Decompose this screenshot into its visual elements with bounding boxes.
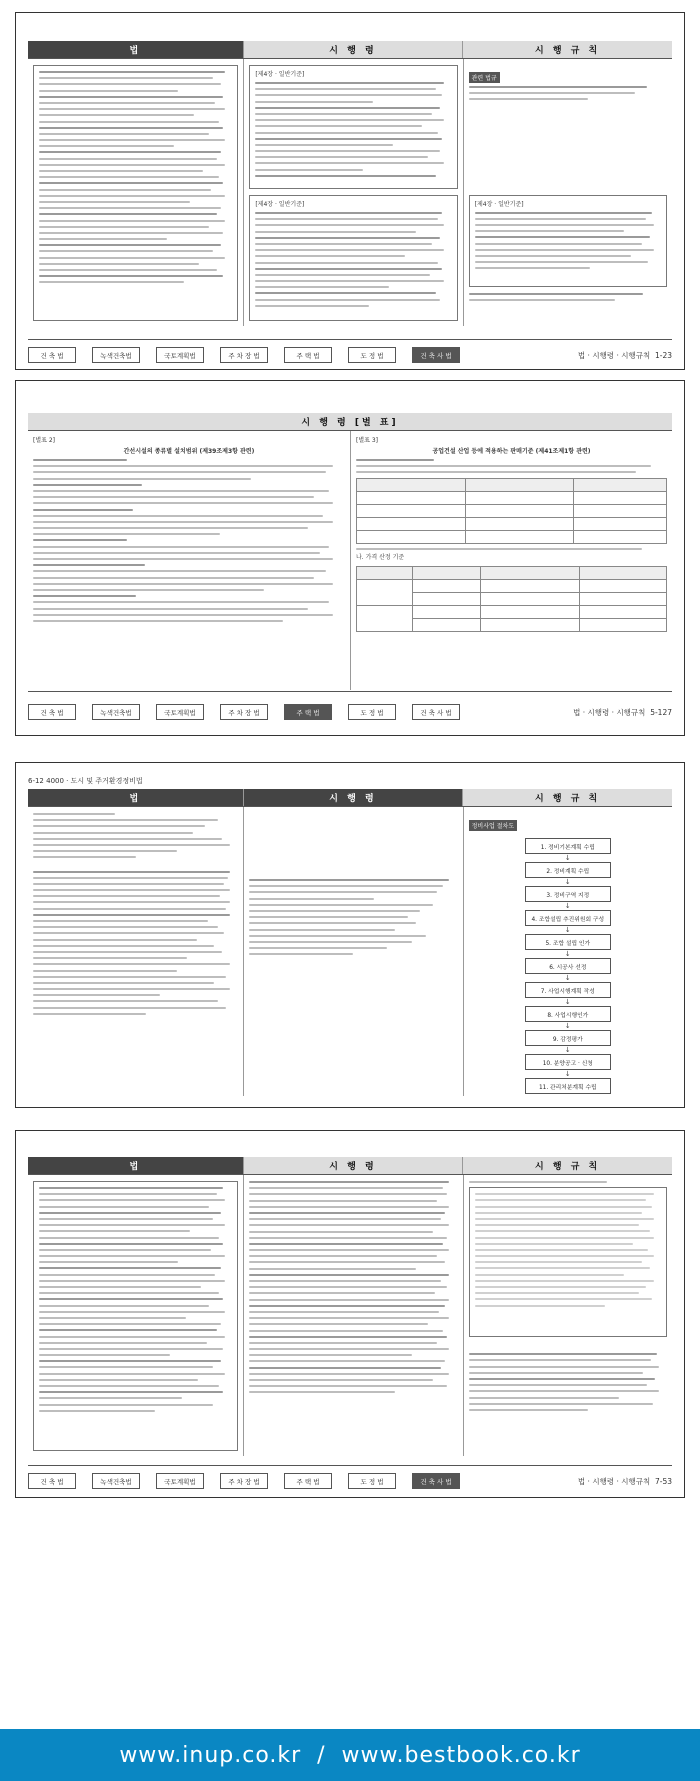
tab-urban-renewal[interactable]: 도 정 법	[348, 347, 396, 363]
rule-column-header: 시 행 규 칙	[462, 1157, 672, 1174]
decree-column-header: 시 행 령	[243, 1157, 463, 1174]
tab-building-act[interactable]: 건 축 법	[28, 347, 76, 363]
law-text-box	[33, 65, 238, 321]
flowchart-step: 5. 조합 설립 인가	[525, 934, 611, 950]
tab-land-planning[interactable]: 국토계획법	[156, 1473, 204, 1489]
document-page-3	[15, 762, 685, 1108]
annex-3-heading: 공업건설 산업 등에 적용하는 판매기준 (제41조제1항 관련)	[432, 448, 591, 455]
flowchart-step: 3. 정비구역 지정	[525, 886, 611, 902]
law-column-header: 법	[28, 789, 243, 806]
tab-architect[interactable]: 건 축 사 법	[412, 347, 460, 363]
flowchart-step: 1. 정비기본계획 수립	[525, 838, 611, 854]
price-table-2	[356, 566, 667, 632]
rule-tag: 관련 법규	[469, 72, 500, 83]
flowchart-step: 11. 관리처분계획 수립	[525, 1078, 611, 1094]
flowchart-step: 2. 정비계획 수립	[525, 862, 611, 878]
section-tabs	[28, 1473, 460, 1489]
flowchart-arrow-icon: ↓	[564, 926, 571, 934]
law-column-header: 법	[28, 1157, 243, 1174]
column-header	[28, 41, 672, 58]
tab-housing[interactable]: 주 택 법	[284, 347, 332, 363]
website-banner[interactable]	[0, 1729, 700, 1781]
flowchart-arrow-icon: ↓	[564, 950, 571, 958]
law-text-box	[33, 1181, 238, 1451]
tab-parking[interactable]: 주 차 장 법	[220, 1473, 268, 1489]
section-tabs	[28, 704, 460, 720]
flowchart-step: 7. 사업시행계획 작성	[525, 982, 611, 998]
flowchart-title: 정비사업 절차도	[469, 820, 517, 831]
decree-subheading-1: [제4장 · 일반기준]	[255, 71, 305, 78]
annex-2-heading: 간선시설의 종류별 설치범위 (제39조제3항 관련)	[123, 448, 255, 455]
website-url-text[interactable]: www.inup.co.kr / www.bestbook.co.kr	[119, 1742, 581, 1768]
rule-subheading: [제4장 · 일반기준]	[474, 200, 524, 208]
flowchart-step: 9. 감정평가	[525, 1030, 611, 1046]
decree-text-column	[243, 807, 462, 1096]
decree-column-header: 시 행 령	[243, 41, 463, 58]
rule-column-header: 시 행 규 칙	[462, 41, 672, 58]
flowchart-arrow-icon: ↓	[564, 1070, 571, 1078]
column-header	[28, 1157, 672, 1174]
page-number: 법 · 시행령 · 시행규칙 7-53	[577, 1476, 672, 1486]
tab-green-building[interactable]: 녹색건축법	[92, 347, 140, 363]
decree-text-column	[243, 59, 462, 326]
tab-land-planning[interactable]: 국토계획법	[156, 704, 204, 720]
flowchart-step: 10. 분양공고 · 신청	[525, 1054, 611, 1070]
process-flowchart	[469, 834, 667, 1094]
decree-box-1	[249, 65, 457, 189]
decree-subheading-2: [제4장 · 일반기준]	[255, 201, 305, 208]
tab-housing[interactable]: 주 택 법	[284, 1473, 332, 1489]
document-page-4	[15, 1130, 685, 1498]
tab-building-act[interactable]: 건 축 법	[28, 704, 76, 720]
page-number: 법 · 시행령 · 시행규칙 1-23	[577, 350, 672, 360]
tab-urban-renewal[interactable]: 도 정 법	[348, 1473, 396, 1489]
flowchart-step: 6. 시공사 선정	[525, 958, 611, 974]
annex-2-column	[28, 431, 350, 690]
rule-text-column	[463, 1175, 672, 1456]
tab-architect[interactable]: 건 축 사 법	[412, 704, 460, 720]
running-head: 6-12 4000 · 도시 및 주거환경정비법	[28, 777, 143, 785]
rule-flowchart-column	[463, 807, 672, 1096]
tab-urban-renewal[interactable]: 도 정 법	[348, 704, 396, 720]
price-table-1	[356, 478, 667, 544]
page-footer	[28, 699, 672, 725]
decree-text-column	[243, 1175, 462, 1456]
annex-title: 시 행 령 [별 표]	[28, 413, 672, 430]
decree-column-header: 시 행 령	[243, 789, 463, 806]
tab-parking[interactable]: 주 차 장 법	[220, 347, 268, 363]
rule-column-header: 시 행 규 칙	[462, 789, 672, 806]
law-text-column	[28, 1175, 243, 1456]
rule-text-column	[463, 59, 672, 326]
annex-header	[28, 413, 672, 430]
tab-housing[interactable]: 주 택 법	[284, 704, 332, 720]
flowchart-arrow-icon: ↓	[564, 878, 571, 886]
law-text-column	[28, 807, 243, 1096]
annex-2-label: [별표 2]	[33, 437, 55, 444]
tab-architect[interactable]: 건 축 사 법	[412, 1473, 460, 1489]
page-footer	[28, 342, 672, 368]
annex-3-column	[350, 431, 672, 690]
page-number: 법 · 시행령 · 시행규칙 5-127	[573, 707, 672, 717]
flowchart-arrow-icon: ↓	[564, 1046, 571, 1054]
flowchart-arrow-icon: ↓	[564, 998, 571, 1006]
flowchart-arrow-icon: ↓	[564, 902, 571, 910]
tab-building-act[interactable]: 건 축 법	[28, 1473, 76, 1489]
decree-box-2	[249, 195, 457, 321]
table-section-label: 나. 가격 산정 기준	[356, 553, 405, 561]
tab-parking[interactable]: 주 차 장 법	[220, 704, 268, 720]
rule-box	[469, 195, 667, 287]
tab-land-planning[interactable]: 국토계획법	[156, 347, 204, 363]
document-page-2	[15, 380, 685, 736]
law-column-header: 법	[28, 41, 243, 58]
flowchart-step: 4. 조합설립 추진위원회 구성	[525, 910, 611, 926]
document-page-1	[15, 12, 685, 370]
page-footer	[28, 1468, 672, 1494]
flowchart-step: 8. 사업시행인가	[525, 1006, 611, 1022]
rule-form-image	[469, 1187, 667, 1337]
flowchart-arrow-icon: ↓	[564, 1022, 571, 1030]
flowchart-arrow-icon: ↓	[564, 854, 571, 862]
section-tabs	[28, 347, 460, 363]
column-header	[28, 789, 672, 806]
tab-green-building[interactable]: 녹색건축법	[92, 704, 140, 720]
tab-green-building[interactable]: 녹색건축법	[92, 1473, 140, 1489]
law-text-column	[28, 59, 243, 326]
flowchart-arrow-icon: ↓	[564, 974, 571, 982]
annex-3-label: [별표 3]	[356, 437, 378, 444]
